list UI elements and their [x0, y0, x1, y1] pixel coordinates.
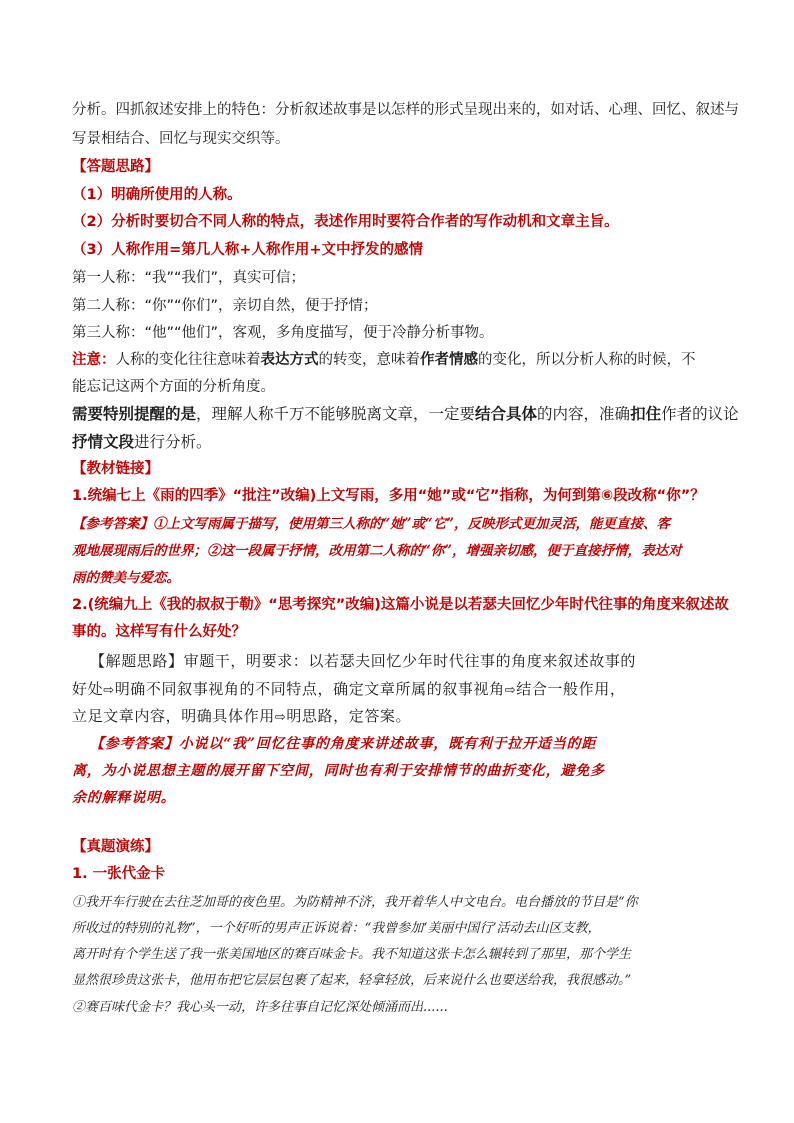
tip-line-2 [72, 679, 724, 701]
remind-line-1 [72, 404, 739, 424]
practice-heading: 【真题演练】 [72, 839, 159, 855]
approach-step-2: （2）分析时要切合不同人称的特点，表述作用时要符合作者的写作动机和文章主旨。 [72, 214, 619, 230]
passage-p1-line-1: ①我开车行驶在去往芝加哥的夜色里。为防精神不济，我开着华人中文电台。电台播放的节目是“你 [72, 895, 638, 910]
intro-line-2: 写景相结合、回忆与现实交织等。 [72, 131, 290, 147]
passage-p1-line-2: 所收过的特别的礼物”，一个好听的男声正诉说着：“我曾参加‘美丽中国行’活动去山区支教， [72, 921, 601, 936]
note-label: 注意： [72, 352, 116, 368]
remind-text-h: 进行分析。 [134, 433, 212, 451]
tip-text-c: 结合一般作用， [516, 680, 626, 698]
passage-p2-line-1: ②赛百味代金卡？我心头一动，许多往事自记忆深处倾涌而出...... [72, 1000, 448, 1015]
answer-1-line-3: 雨的赞美与爱恋。 [72, 570, 180, 586]
note-text-c: 的转变，意味着 [318, 352, 420, 368]
person-first: 第一人称：“我”“我们”，真实可信； [72, 270, 306, 286]
textbook-heading: 【教材链接】 [72, 461, 159, 477]
tip-text-d: 立足文章内容，明确具体作用 [72, 707, 275, 725]
arrow-right-icon: ⇨ [274, 710, 287, 725]
remind-text-c: 结合具体 [475, 405, 538, 423]
remind-text-d: 的内容，准确 [537, 405, 631, 423]
tip-text-a: 好处 [72, 680, 104, 698]
intro-line-1: 分析。四抓叙述安排上的特色：分析叙述故事是以怎样的形式呈现出来的，如对话、心理、回忆、叙述与 [72, 102, 739, 118]
passage-p1-line-3: 离开时有个学生送了我一张美国地区的赛百味金卡。我不知道这张卡怎么辗转到了那里，那个学生 [72, 947, 632, 962]
note-line-1 [72, 350, 724, 370]
remind-text-g: 抒情文段 [72, 433, 135, 451]
approach-step-1: （1）明确所使用的人称。 [72, 187, 242, 203]
textbook-question-1: 1.统编七上《雨的四季》“批注”改编)上文写雨，多用“她”或“它”指称，为何到第⑥段改称“你”？ [72, 488, 705, 504]
textbook-question-2-line-1: 2.(统编九上《我的叔叔于勒》“思考探究”改编)这篇小说是以若瑟夫回忆少年时代往事的角度来叙述故 [72, 597, 729, 613]
tip-text-b: 明确不同叙事视角的不同特点，确定文章所属的叙事视角 [114, 680, 505, 698]
answer-2-line-1: 【参考答案】小说以“我”回忆往事的角度来讲述故事，既有利于拉开适当的距 [90, 736, 597, 752]
person-second: 第二人称：“你”“你们”，亲切自然，便于抒情； [72, 298, 378, 314]
note-line-2: 能忘记这两个方面的分析角度。 [72, 379, 275, 395]
remind-text-f: 作者的议论 [661, 405, 739, 423]
tip-line-1: 【解题思路】审题干，明要求：以若瑟夫回忆少年时代往事的角度来叙述故事的 [90, 652, 637, 670]
note-text-e: 的变化，所以分析人称的时候，不 [478, 352, 696, 368]
note-text-d: 作者情感 [420, 352, 478, 368]
answer-2-line-2: 离，为小说思想主题的展开留下空间，同时也有利于安排情节的曲折变化，避免多 [72, 763, 605, 779]
answer-1-text-1: ①上文写雨属于描写，使用第三人称的“她”或“它”，反映形式更加灵活，能更直接、客 [153, 516, 671, 532]
tip-line-3 [72, 706, 724, 728]
remind-text-a: 需要特别提醒的是 [72, 405, 197, 423]
answer-1-line-2: 观地展现雨后的世界；②这一段属于抒情，改用第二人称的“你”，增强亲切感，便于直接抒情，表达对 [72, 543, 682, 559]
note-text-a: 人称的变化往往意味着 [115, 352, 261, 368]
remind-text-e: 扣住 [630, 405, 662, 423]
approach-step-3: （3）人称作用=第几人称+人称作用+文中抒发的感情 [72, 242, 424, 258]
practice-title: 1. 一张代金卡 [72, 866, 166, 882]
answer-1-label: 【参考答案】 [72, 516, 153, 532]
passage-p1-line-4: 显然很珍贵这张卡，他用布把它层层包裹了起来，轻拿轻放，后来说什么也要送给我，我很感动。” [72, 973, 632, 988]
answer-2-line-3: 余的解释说明。 [72, 790, 176, 806]
arrow-right-icon: ⇨ [103, 683, 115, 698]
textbook-question-2-line-2: 事的。这样写有什么好处？ [72, 624, 246, 640]
approach-heading: 【答题思路】 [72, 159, 159, 175]
arrow-right-icon: ⇨ [504, 683, 517, 698]
remind-text-b: ，理解人称千万不能够脱离文章，一定要 [196, 405, 476, 423]
remind-line-2 [72, 432, 724, 452]
answer-1-line-1 [72, 514, 724, 534]
person-third: 第三人称：“他”“他们”，客观，多角度描写，便于冷静分析事物。 [72, 325, 494, 341]
tip-text-e: 明思路，定答案。 [286, 707, 412, 725]
note-text-b: 表达方式 [260, 352, 319, 368]
